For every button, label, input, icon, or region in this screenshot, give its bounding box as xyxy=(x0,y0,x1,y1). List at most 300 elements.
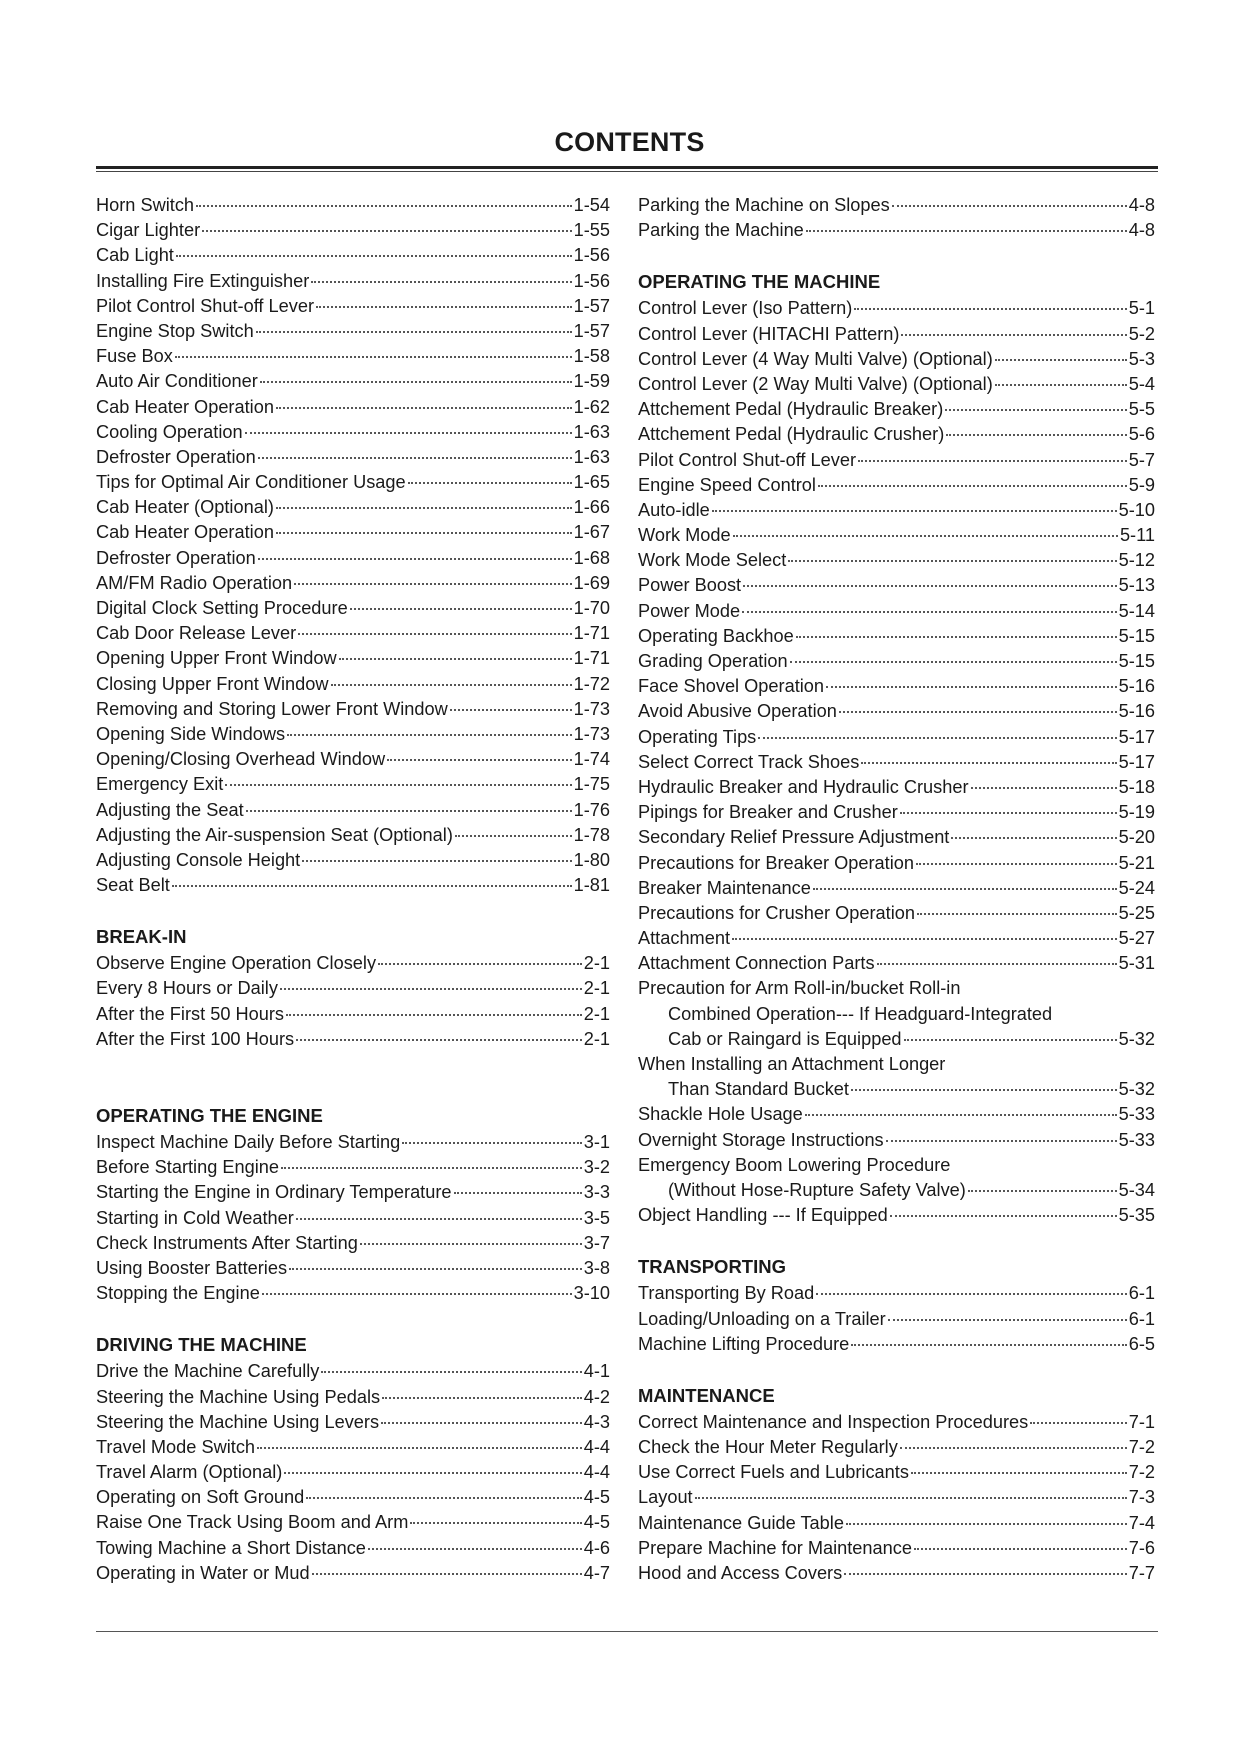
page-number: 4-6 xyxy=(583,1537,610,1558)
entry-title: Auto Air Conditioner xyxy=(96,371,258,392)
entry-title: Use Correct Fuels and Lubricants xyxy=(638,1462,909,1483)
toc-entry[interactable] xyxy=(638,851,1155,876)
toc-entry[interactable] xyxy=(96,1460,610,1485)
toc-entry[interactable] xyxy=(96,1002,610,1027)
page-number: 5-1 xyxy=(1128,298,1155,319)
dot-leader xyxy=(312,1572,582,1575)
page-title: CONTENTS xyxy=(554,127,705,157)
toc-entry[interactable] xyxy=(638,218,1155,243)
page-number: 1-58 xyxy=(573,346,610,367)
entry-title: Hydraulic Breaker and Hydraulic Crusher xyxy=(638,776,969,797)
entry-title: Object Handling --- If Equipped xyxy=(638,1205,888,1226)
entry-title: Cab Heater (Optional) xyxy=(96,497,274,518)
dot-leader xyxy=(176,254,572,257)
toc-entry[interactable] xyxy=(638,1307,1155,1332)
toc-entry[interactable] xyxy=(96,470,610,495)
toc-entry[interactable] xyxy=(638,1511,1155,1536)
page-number: 2-1 xyxy=(583,953,610,974)
toc-entry[interactable] xyxy=(96,520,610,545)
dot-leader xyxy=(890,1214,1117,1217)
page-number: 5-32 xyxy=(1118,1028,1155,1049)
toc-entry[interactable] xyxy=(638,397,1155,422)
dot-leader xyxy=(806,229,1127,232)
entry-title: Shackle Hole Usage xyxy=(638,1104,803,1125)
entry-title: Cab Light xyxy=(96,245,174,266)
entry-title: Adjusting the Seat xyxy=(96,799,244,820)
dot-leader xyxy=(296,1217,582,1220)
toc-list xyxy=(96,193,610,898)
toc-entry[interactable] xyxy=(96,823,610,848)
toc-entry[interactable] xyxy=(96,1206,610,1231)
page-number: 2-1 xyxy=(583,978,610,999)
dot-leader xyxy=(196,204,572,207)
dot-leader xyxy=(712,509,1117,512)
entry-title: Opening Upper Front Window xyxy=(96,648,337,669)
toc-entry[interactable] xyxy=(96,596,610,621)
page-number: 5-21 xyxy=(1118,852,1155,873)
toc-entry[interactable] xyxy=(638,422,1155,447)
dot-leader xyxy=(901,333,1126,336)
toc-entry[interactable] xyxy=(638,347,1155,372)
entry-title: Cab or Raingard is Equipped xyxy=(668,1028,902,1049)
entry-title: Parking the Machine xyxy=(638,220,804,241)
toc-entry[interactable] xyxy=(638,725,1155,750)
toc-entry[interactable] xyxy=(638,548,1155,573)
toc-entry[interactable] xyxy=(638,1332,1155,1357)
dot-leader xyxy=(339,657,572,660)
dot-leader xyxy=(914,1547,1127,1550)
dot-leader xyxy=(945,408,1126,411)
page-number: 5-18 xyxy=(1118,776,1155,797)
footer-rule xyxy=(96,1631,1158,1632)
dot-leader xyxy=(382,1396,582,1399)
title-rule-thick xyxy=(96,166,1158,169)
toc-entry[interactable] xyxy=(96,747,610,772)
toc-list xyxy=(638,296,1155,976)
toc-entry[interactable] xyxy=(638,1027,1155,1052)
entry-title: Operating on Soft Ground xyxy=(96,1487,305,1508)
toc-entry[interactable] xyxy=(96,1256,610,1281)
toc-entry[interactable] xyxy=(96,873,610,898)
entry-title: Prepare Machine for Maintenance xyxy=(638,1537,912,1558)
entry-title: Starting the Engine in Ordinary Temperature xyxy=(96,1182,452,1203)
dot-leader xyxy=(281,1166,582,1169)
section-transporting xyxy=(638,1253,1155,1357)
entry-title: Breaker Maintenance xyxy=(638,877,811,898)
toc-entry[interactable] xyxy=(96,1155,610,1180)
section-title: OPERATING THE ENGINE xyxy=(96,1105,323,1126)
page-number: 3-1 xyxy=(583,1132,610,1152)
page-number: 4-3 xyxy=(583,1411,610,1432)
entry-title: Travel Alarm (Optional) xyxy=(96,1462,283,1483)
page-number: 5-34 xyxy=(1118,1179,1155,1200)
toc-entry[interactable] xyxy=(96,646,610,671)
toc-entry-line[interactable]: Precaution for Arm Roll-in/bucket Roll-in xyxy=(638,978,961,999)
toc-entry[interactable] xyxy=(638,498,1155,523)
dot-leader xyxy=(851,1343,1126,1346)
toc-entry[interactable] xyxy=(96,1435,610,1460)
entry-title: Loading/Unloading on a Trailer xyxy=(638,1308,886,1329)
dot-leader xyxy=(851,1088,1117,1091)
toc-entry[interactable] xyxy=(638,448,1155,473)
page-number: 4-8 xyxy=(1128,195,1155,215)
page-number: 4-4 xyxy=(583,1462,610,1483)
page-number: 1-81 xyxy=(573,875,610,896)
page-number: 1-73 xyxy=(573,723,610,744)
toc-entry-line[interactable]: Emergency Boom Lowering Procedure xyxy=(638,1154,951,1175)
toc-entry[interactable] xyxy=(638,624,1155,649)
entry-title: Secondary Relief Pressure Adjustment xyxy=(638,827,950,848)
entry-title: Attachment xyxy=(638,928,730,949)
page-number: 5-33 xyxy=(1118,1129,1155,1150)
entry-title: Inspect Machine Daily Before Starting xyxy=(96,1132,401,1152)
entry-title: Attchement Pedal (Hydraulic Breaker) xyxy=(638,399,944,420)
toc-entry[interactable] xyxy=(638,1281,1155,1306)
page-number: 5-6 xyxy=(1128,424,1155,445)
toc-entry[interactable] xyxy=(96,193,610,218)
page-number: 1-74 xyxy=(573,749,610,770)
toc-entry[interactable] xyxy=(96,1485,610,1510)
entry-title: Control Lever (4 Way Multi Valve) (Optional) xyxy=(638,348,993,369)
section-title: TRANSPORTING xyxy=(638,1256,786,1278)
page-number: 4-2 xyxy=(583,1386,610,1407)
entry-title: Before Starting Engine xyxy=(96,1157,280,1178)
entry-title: Engine Speed Control xyxy=(638,474,816,495)
dot-leader xyxy=(858,459,1127,462)
dot-leader xyxy=(276,406,572,409)
toc-entry[interactable] xyxy=(96,1281,610,1306)
page-number: 1-67 xyxy=(573,522,610,543)
toc-entry[interactable] xyxy=(96,697,610,722)
page-number: 3-8 xyxy=(583,1257,610,1278)
dot-leader xyxy=(450,708,572,711)
toc-entry[interactable] xyxy=(638,296,1155,321)
toc-entry[interactable] xyxy=(638,825,1155,850)
toc-list xyxy=(638,1102,1155,1152)
entry-title: Precautions for Breaker Operation xyxy=(638,852,914,873)
page-number: 5-5 xyxy=(1128,399,1155,420)
entry-title: Select Correct Track Shoes xyxy=(638,751,860,772)
toc-entry[interactable] xyxy=(638,1410,1155,1435)
entry-title: Than Standard Bucket xyxy=(668,1079,849,1100)
toc-entry[interactable] xyxy=(96,976,610,1001)
toc-entry[interactable] xyxy=(638,1128,1155,1153)
entry-title: Defroster Operation xyxy=(96,446,256,467)
toc-entry[interactable] xyxy=(638,1178,1155,1203)
toc-entry[interactable] xyxy=(96,1130,610,1155)
toc-entry[interactable] xyxy=(96,269,610,294)
toc-entry[interactable] xyxy=(638,193,1155,218)
dot-leader xyxy=(302,859,571,862)
toc-entry[interactable] xyxy=(638,1435,1155,1460)
page-number: 1-56 xyxy=(573,245,610,266)
dot-leader xyxy=(260,380,572,383)
entry-title: Using Booster Batteries xyxy=(96,1257,288,1278)
dot-leader xyxy=(816,1292,1126,1295)
dot-leader xyxy=(813,887,1117,890)
section-title: MAINTENANCE xyxy=(638,1384,775,1406)
entry-title: Fuse Box xyxy=(96,346,173,367)
dot-leader xyxy=(368,1547,582,1550)
dot-leader xyxy=(455,834,572,837)
entry-title: Attachment Connection Parts xyxy=(638,953,875,974)
dot-leader xyxy=(225,783,571,786)
entry-title: Check Instruments After Starting xyxy=(96,1232,358,1253)
toc-entry[interactable] xyxy=(638,951,1155,976)
toc-entry[interactable] xyxy=(638,649,1155,674)
page-number: 3-5 xyxy=(583,1207,610,1228)
page-number: 4-4 xyxy=(583,1436,610,1457)
dot-leader xyxy=(350,607,572,610)
entry-title: Face Shovel Operation xyxy=(638,676,825,697)
entry-title: Steering the Machine Using Pedals xyxy=(96,1386,381,1407)
entry-title: Maintenance Guide Table xyxy=(638,1512,844,1533)
toc-entry[interactable] xyxy=(96,218,610,243)
toc-entry[interactable] xyxy=(96,772,610,797)
page-number: 5-32 xyxy=(1118,1079,1155,1100)
toc-entry[interactable] xyxy=(96,495,610,520)
page-number: 1-71 xyxy=(573,648,610,669)
entry-title: Operating in Water or Mud xyxy=(96,1562,310,1583)
page-number: 6-5 xyxy=(1128,1333,1155,1354)
dot-leader xyxy=(695,1496,1127,1499)
entry-title: Avoid Abusive Operation xyxy=(638,701,837,722)
dot-leader xyxy=(892,204,1127,207)
page-number: 1-68 xyxy=(573,547,610,568)
dot-leader xyxy=(732,937,1117,940)
page-number: 1-56 xyxy=(573,270,610,291)
entry-title: Grading Operation xyxy=(638,651,788,671)
entry-title: Defroster Operation xyxy=(96,547,256,568)
page-number: 5-27 xyxy=(1118,928,1155,949)
toc-entry[interactable] xyxy=(638,1102,1155,1127)
toc-entry[interactable] xyxy=(96,344,610,369)
toc-entry[interactable] xyxy=(96,445,610,470)
dot-leader xyxy=(946,433,1126,436)
entry-title: Towing Machine a Short Distance xyxy=(96,1537,366,1558)
dot-leader xyxy=(826,685,1117,688)
page-number: 1-80 xyxy=(573,849,610,870)
page-number: 1-57 xyxy=(573,320,610,341)
toc-entry[interactable] xyxy=(96,1180,610,1205)
toc-entry[interactable] xyxy=(96,1027,610,1052)
toc-entry[interactable] xyxy=(638,322,1155,347)
toc-list xyxy=(638,193,1155,243)
toc-entry-line[interactable]: Combined Operation--- If Headguard-Integrated xyxy=(668,1003,1053,1024)
toc-entry[interactable] xyxy=(96,546,610,571)
page-number: 1-73 xyxy=(573,698,610,719)
page-number: 7-7 xyxy=(1128,1563,1155,1583)
entry-title: Control Lever (2 Way Multi Valve) (Optional) xyxy=(638,373,993,394)
toc-entry[interactable] xyxy=(96,722,610,747)
page-number: 1-71 xyxy=(573,623,610,644)
toc-entry[interactable] xyxy=(96,848,610,873)
dot-leader xyxy=(378,962,582,965)
entry-title: Power Mode xyxy=(638,600,741,621)
toc-entry[interactable] xyxy=(638,800,1155,825)
section-operating-machine xyxy=(638,268,1155,1228)
page-number: 5-19 xyxy=(1118,802,1155,823)
dot-leader xyxy=(904,1038,1117,1041)
page-number: 5-3 xyxy=(1128,348,1155,369)
page-number: 7-2 xyxy=(1128,1462,1155,1483)
dot-leader xyxy=(381,1421,582,1424)
dot-leader xyxy=(916,862,1117,865)
entry-title: Horn Switch xyxy=(96,195,195,215)
dot-leader xyxy=(387,758,571,761)
entry-title: Stopping the Engine xyxy=(96,1283,260,1304)
toc-entry[interactable] xyxy=(638,372,1155,397)
page-number: 5-24 xyxy=(1118,877,1155,898)
toc-entry[interactable] xyxy=(638,473,1155,498)
page-number: 5-9 xyxy=(1128,474,1155,495)
toc-entry[interactable] xyxy=(96,951,610,976)
entry-title: Raise One Track Using Boom and Arm xyxy=(96,1512,409,1533)
page-number: 1-63 xyxy=(573,446,610,467)
dot-leader xyxy=(360,1242,582,1245)
dot-leader xyxy=(846,1522,1127,1525)
entry-title: Travel Mode Switch xyxy=(96,1436,256,1457)
entry-title: Starting in Cold Weather xyxy=(96,1207,294,1228)
page-number: 5-10 xyxy=(1118,499,1155,520)
page-number: 1-69 xyxy=(573,572,610,593)
toc-entry[interactable] xyxy=(638,750,1155,775)
section-break-in xyxy=(96,923,610,1052)
entry-title: Precautions for Crusher Operation xyxy=(638,902,915,923)
entry-title: Opening/Closing Overhead Window xyxy=(96,749,386,770)
toc-entry-line[interactable]: When Installing an Attachment Longer xyxy=(638,1054,946,1074)
toc-entry[interactable] xyxy=(96,420,610,445)
entry-title: Pilot Control Shut-off Lever xyxy=(96,295,315,316)
entry-title: Control Lever (HITACHI Pattern) xyxy=(638,323,900,344)
toc-entry[interactable] xyxy=(638,1536,1155,1561)
toc-entry[interactable] xyxy=(638,1203,1155,1228)
toc-entry[interactable] xyxy=(96,1510,610,1535)
toc-entry[interactable] xyxy=(638,775,1155,800)
toc-entry[interactable] xyxy=(96,1385,610,1410)
page-number: 3-10 xyxy=(573,1283,610,1304)
page-number: 1-65 xyxy=(573,472,610,493)
page-number: 4-5 xyxy=(583,1487,610,1508)
dot-leader xyxy=(888,1318,1127,1321)
entry-title: Operating Backhoe xyxy=(638,625,794,646)
entry-title: Emergency Exit xyxy=(96,774,224,795)
toc-list xyxy=(96,951,610,1052)
dot-leader xyxy=(331,683,572,686)
page-number: 5-20 xyxy=(1118,827,1155,848)
toc-entry[interactable] xyxy=(96,621,610,646)
page-number: 1-72 xyxy=(573,673,610,694)
toc-entry[interactable] xyxy=(96,319,610,344)
toc-entry[interactable] xyxy=(638,699,1155,724)
dot-leader xyxy=(911,1471,1127,1474)
toc-entry[interactable] xyxy=(638,926,1155,951)
toc-entry[interactable] xyxy=(96,1410,610,1435)
entry-title: Closing Upper Front Window xyxy=(96,673,329,694)
toc-entry[interactable] xyxy=(96,369,610,394)
dot-leader xyxy=(733,534,1118,537)
entry-title: Pipings for Breaker and Crusher xyxy=(638,802,898,823)
dot-leader xyxy=(790,660,1117,663)
dot-leader xyxy=(172,884,572,887)
toc-entry[interactable] xyxy=(96,294,610,319)
page-number: 1-62 xyxy=(573,396,610,417)
dot-leader xyxy=(256,330,572,333)
toc-entry[interactable] xyxy=(96,395,610,420)
entry-title: Attchement Pedal (Hydraulic Crusher) xyxy=(638,424,945,445)
dot-leader xyxy=(877,962,1117,965)
toc-list xyxy=(638,1410,1155,1586)
toc-entry[interactable] xyxy=(638,1485,1155,1510)
page-number: 5-31 xyxy=(1118,953,1155,974)
toc-entry[interactable] xyxy=(96,798,610,823)
dot-leader xyxy=(284,1471,581,1474)
entry-title: Installing Fire Extinguisher xyxy=(96,270,310,291)
entry-title: Overnight Storage Instructions xyxy=(638,1129,884,1150)
page-number: 5-16 xyxy=(1118,701,1155,722)
entry-title: Machine Lifting Procedure xyxy=(638,1333,850,1354)
page-number: 7-1 xyxy=(1128,1411,1155,1432)
section-maintenance xyxy=(638,1382,1155,1586)
toc-entry[interactable] xyxy=(96,672,610,697)
right-column xyxy=(638,193,1155,1586)
toc-entry[interactable] xyxy=(638,573,1155,598)
page-number: 7-6 xyxy=(1128,1537,1155,1558)
page-number: 5-13 xyxy=(1118,575,1155,596)
dot-leader xyxy=(410,1521,581,1524)
toc-entry[interactable] xyxy=(638,1077,1155,1102)
page-number: 5-25 xyxy=(1118,902,1155,923)
toc-entry[interactable] xyxy=(638,523,1155,548)
dot-leader xyxy=(788,559,1116,562)
entry-title: Operating Tips xyxy=(638,726,757,747)
toc-entry[interactable] xyxy=(638,1460,1155,1485)
toc-entry[interactable] xyxy=(96,1359,610,1384)
page-number: 5-17 xyxy=(1118,726,1155,747)
page-number: 1-66 xyxy=(573,497,610,518)
dot-leader xyxy=(900,811,1117,814)
toc-entry[interactable] xyxy=(96,243,610,268)
entry-title: Parking the Machine on Slopes xyxy=(638,195,890,215)
toc-entry[interactable] xyxy=(96,1231,610,1256)
entry-title: Steering the Machine Using Levers xyxy=(96,1411,380,1432)
toc-entry[interactable] xyxy=(638,599,1155,624)
entry-title: Work Mode Select xyxy=(638,550,787,571)
page-number: 1-57 xyxy=(573,295,610,316)
dot-leader xyxy=(844,1572,1126,1575)
page-number: 1-76 xyxy=(573,799,610,820)
page-number: 1-78 xyxy=(573,824,610,845)
toc-entry[interactable] xyxy=(638,876,1155,901)
page-number: 3-3 xyxy=(583,1182,610,1203)
page-number: 1-63 xyxy=(573,421,610,442)
dot-leader xyxy=(402,1141,581,1144)
dot-leader xyxy=(995,383,1127,386)
toc-entry[interactable] xyxy=(96,1536,610,1561)
page-number: 1-55 xyxy=(573,220,610,241)
toc-entry[interactable] xyxy=(96,1561,610,1586)
toc-entry[interactable] xyxy=(638,1561,1155,1586)
toc-entry[interactable] xyxy=(638,901,1155,926)
dot-leader xyxy=(287,733,572,736)
toc-entry[interactable] xyxy=(96,571,610,596)
toc-entry[interactable] xyxy=(638,674,1155,699)
page-number: 3-2 xyxy=(583,1157,610,1178)
page-number: 7-3 xyxy=(1128,1487,1155,1508)
dot-leader xyxy=(951,836,1116,839)
dot-leader xyxy=(306,1496,581,1499)
page-number: 1-59 xyxy=(573,371,610,392)
